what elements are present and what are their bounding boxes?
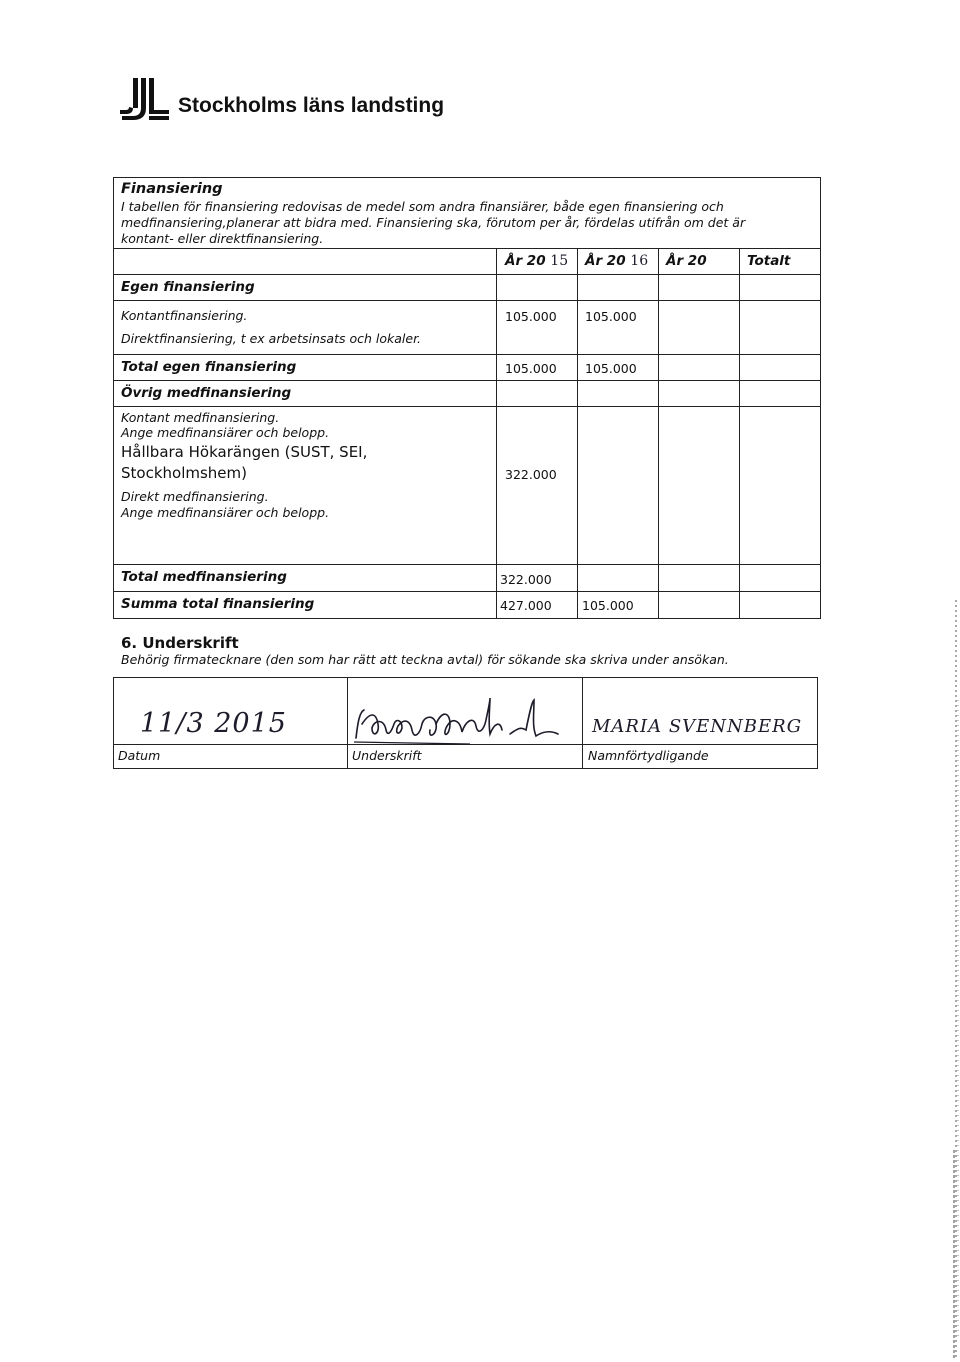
total-egen-y2: 105.000 — [585, 361, 637, 376]
year-1-handwritten: 15 — [550, 253, 569, 269]
ange-medfinansiarer-1: Ange medfinansiärer och belopp. — [121, 425, 330, 440]
summa-total-label: Summa total finansiering — [121, 596, 315, 612]
col-header-year-2: År 20 16 — [585, 253, 649, 269]
hallbara-y1: 322.000 — [505, 467, 557, 482]
egen-finansiering-heading: Egen finansiering — [121, 279, 255, 295]
total-egen-y1: 105.000 — [505, 361, 557, 376]
finansiering-intro-2: medfinansiering,planerar att bidra med. Finansiering ska, förutom per år, fördelas utifrån om det är — [121, 215, 746, 230]
underskrift-title: 6. Underskrift — [121, 634, 239, 652]
kontantfinansiering-label: Kontantfinansiering. — [121, 308, 248, 323]
total-egen-label: Total egen finansiering — [121, 359, 297, 375]
signature-scribble — [350, 690, 582, 750]
scan-edge — [928, 0, 960, 1358]
col-header-year-1: År 20 15 — [505, 253, 569, 269]
namn-handwritten: MARIA SVENNBERG — [592, 716, 803, 737]
datum-label: Datum — [118, 748, 161, 763]
logo — [118, 76, 170, 120]
ovrig-medfinansiering-heading: Övrig medfinansiering — [121, 385, 292, 401]
finansiering-intro-3: kontant- eller direktfinansiering. — [121, 231, 324, 246]
kontant-y1: 105.000 — [505, 309, 557, 324]
org-name: Stockholms läns landsting — [178, 94, 445, 117]
summa-y2: 105.000 — [582, 598, 634, 613]
kontant-y2: 105.000 — [585, 309, 637, 324]
ange-medfinansiarer-2: Ange medfinansiärer och belopp. — [121, 505, 330, 520]
total-medfinansiering-label: Total medfinansiering — [121, 569, 287, 585]
hallbara-line-1: Hållbara Hökarängen (SUST, SEI, — [121, 443, 368, 461]
direkt-medfinansiering-label: Direkt medfinansiering. — [121, 489, 269, 504]
underskrift-desc: Behörig firmatecknare (den som har rätt att teckna avtal) för sökande ska skriva under ansökan. — [121, 652, 729, 667]
underskrift-label: Underskrift — [352, 748, 422, 763]
finansiering-title: Finansiering — [121, 181, 223, 197]
col-header-total: Totalt — [747, 253, 791, 269]
col-header-year-3: År 20 — [666, 253, 707, 269]
sll-logo-icon — [118, 76, 170, 120]
hallbara-line-2: Stockholmshem) — [121, 464, 247, 482]
finansiering-intro-1: I tabellen för finansiering redovisas de medel som andra finansiärer, både egen finansiering och — [121, 199, 724, 214]
summa-y1: 427.000 — [500, 598, 552, 613]
kontant-medfinansiering-label: Kontant medfinansiering. — [121, 410, 280, 425]
datum-handwritten: 11/3 2015 — [140, 708, 287, 739]
year-2-handwritten: 16 — [630, 253, 649, 269]
namnfortydligande-label: Namnförtydligande — [588, 748, 709, 763]
total-med-y1: 322.000 — [500, 572, 552, 587]
direktfinansiering-label: Direktfinansiering, t ex arbetsinsats och lokaler. — [121, 331, 422, 346]
